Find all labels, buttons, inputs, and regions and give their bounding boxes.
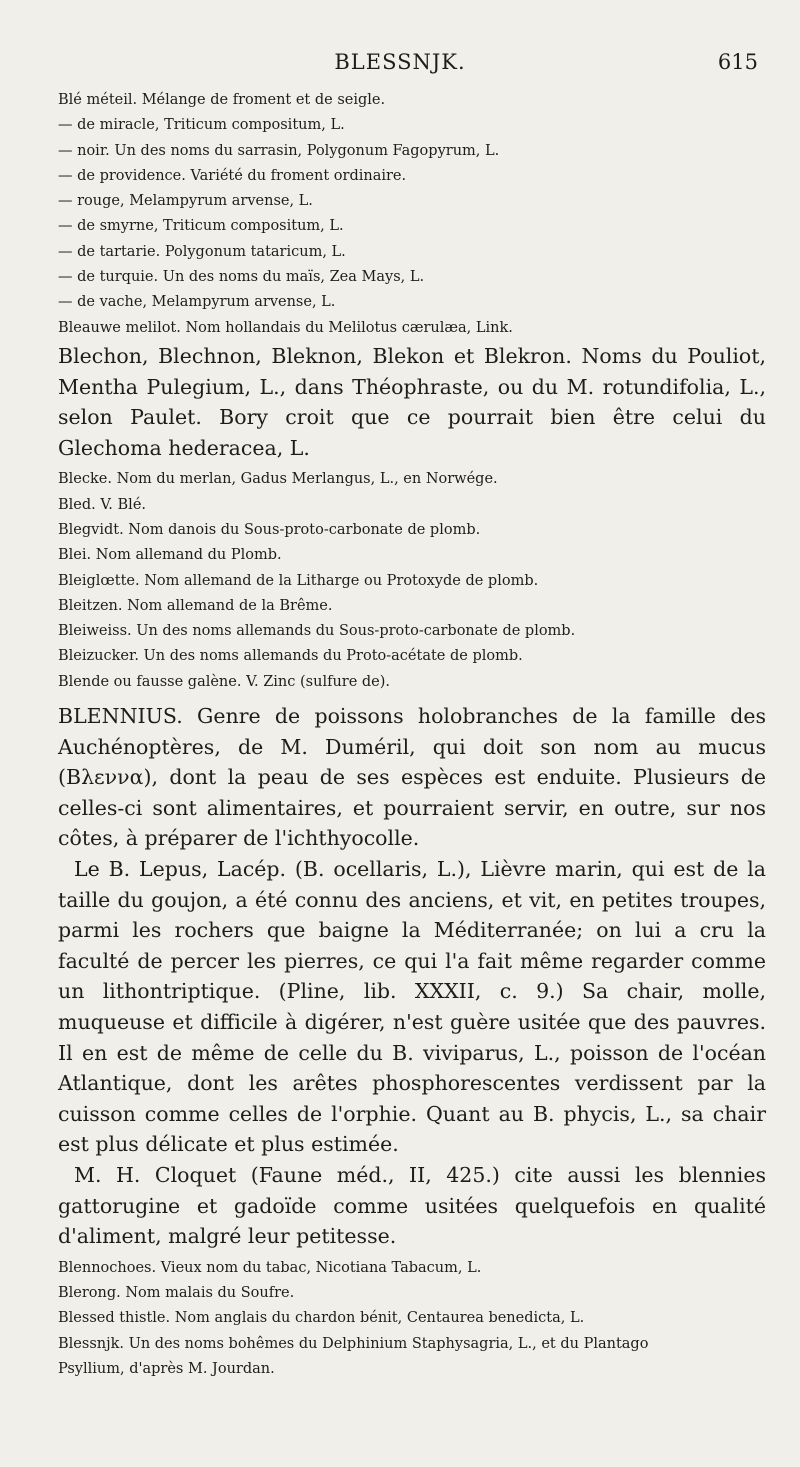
entry-line: Blennochoes. Vieux nom du tabac, Nicotiana Tabacum, L. xyxy=(58,1259,482,1276)
blennius-entry xyxy=(58,701,766,1252)
entries-middle xyxy=(58,467,766,695)
entries-bottom xyxy=(58,1256,766,1382)
paragraph: Blechon, Blechnon, Bleknon, Blekon et Blekron. Noms du Pouliot, Mentha Pulegium, L., dans Théophraste, ou du M. rotundifolia, L., selon Paulet. Bory croit que ce pourrait bien être celui du Glechoma hederacea, L. xyxy=(58,343,766,460)
entry-line: — de providence. Variété du froment ordinaire. xyxy=(58,167,407,184)
entry-line: Psyllium, d'après M. Jourdan. xyxy=(58,1360,275,1377)
entry-line: — rouge, Melampyrum arvense, L. xyxy=(58,193,313,210)
entry-line: Bleitzen. Nom allemand de la Brême. xyxy=(58,597,333,614)
entry-line: Blegvidt. Nom danois du Sous-proto-carbonate de plomb. xyxy=(58,521,481,538)
running-title: BLESSNJK. xyxy=(334,50,466,74)
paragraph: BLENNIUS. Genre de poissons holobranches de la famille des Auchénoptères, de M. Duméril, qui doit son nom au mucus (Βλεννα), dont la peau de ses espèces est enduite. Plusieurs de celles-ci sont alimentaires, et pourraient servir, en outre, sur nos côtes, à préparer de l'ichthyocolle. xyxy=(58,704,766,851)
entry-line: Bleiglœtte. Nom allemand de la Litharge ou Protoxyde de plomb. xyxy=(58,572,539,589)
entry-line: Bleizucker. Un des noms allemands du Proto-acétate de plomb. xyxy=(58,648,523,665)
entry-line: — de smyrne, Triticum compositum, L. xyxy=(58,218,344,235)
running-header xyxy=(0,50,800,82)
entry-line: Blei. Nom allemand du Plomb. xyxy=(58,547,282,564)
entry-line: — de miracle, Triticum compositum, L. xyxy=(58,117,345,134)
entry-line: Blessed thistle. Nom anglais du chardon bénit, Centaurea benedicta, L. xyxy=(58,1310,585,1327)
entry-line: Blessnjk. Un des noms bohêmes du Delphinium Staphysagria, L., et du Plantago xyxy=(58,1335,649,1352)
entry-line: — de turquie. Un des noms du maïs, Zea Mays, L. xyxy=(58,269,425,286)
entries-top xyxy=(58,88,766,341)
entry-line: Bleauwe melilot. Nom hollandais du Melilotus cærulæa, Link. xyxy=(58,319,513,336)
entry-line: — noir. Un des noms du sarrasin, Polygonum Fagopyrum, L. xyxy=(58,142,500,159)
entry-line: — de tartarie. Polygonum tataricum, L. xyxy=(58,243,346,260)
paragraph: Le B. Lepus, Lacép. (B. ocellaris, L.), Lièvre marin, qui est de la taille du goujon, a été connu des anciens, et vit, en petites troupes, parmi les rochers que baigne la Méditerranée; on lui a cru la faculté de percer les pierres, ce qui l'a fait même regarder comme un lithontriptique. (Pline, lib. XXXII, c. 9.) Sa chair, molle, muqueuse et difficile à digérer, n'est guère usitée que des pauvres. Il en est de même de celle du B. viviparus, L., poisson de l'océan Atlantique, dont les arêtes phosphorescentes verdissent par la cuisson comme celles de l'orphie. Quant au B. phycis, L., sa chair est plus délicate et plus estimée. xyxy=(58,856,766,1157)
entry-line: Bleiweiss. Un des noms allemands du Sous-proto-carbonate de plomb. xyxy=(58,623,576,640)
entry-line: Blerong. Nom malais du Soufre. xyxy=(58,1285,295,1301)
blechon-entry xyxy=(58,341,766,463)
main-text xyxy=(58,88,766,1382)
entry-line: Blé méteil. Mélange de froment et de seigle. xyxy=(58,92,386,108)
page-number: 615 xyxy=(717,50,758,74)
entry-line: Blecke. Nom du merlan, Gadus Merlangus, L., en Norwége. xyxy=(58,471,498,488)
entry-line: Bled. V. Blé. xyxy=(58,496,147,513)
entry-line: Blende ou fausse galène. V. Zinc (sulfure de). xyxy=(58,673,391,690)
paragraph: M. H. Cloquet (Faune méd., II, 425.) cite aussi les blennies gattorugine et gadoïde comme usitées quelquefois en qualité d'aliment, malgré leur petitesse. xyxy=(58,1162,766,1249)
entry-line: — de vache, Melampyrum arvense, L. xyxy=(58,294,336,311)
